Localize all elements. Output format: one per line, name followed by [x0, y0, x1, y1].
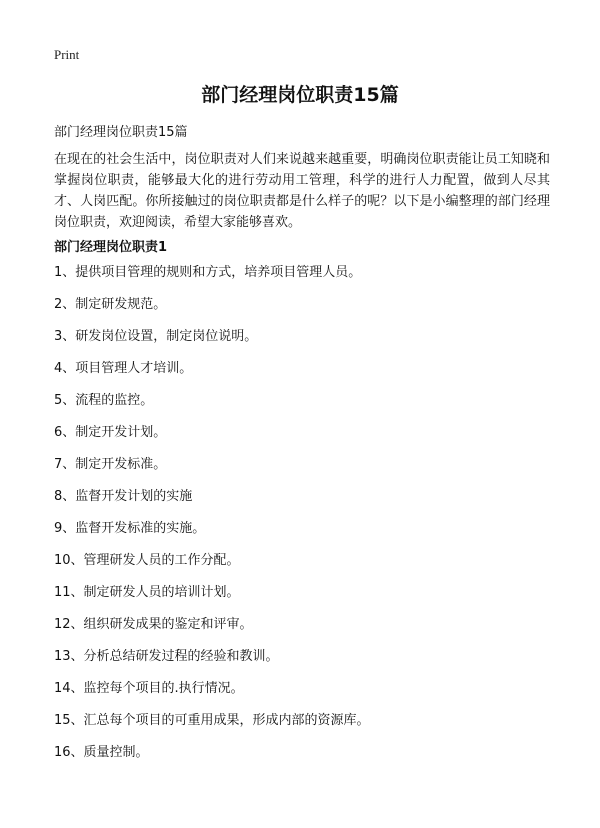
list-item: 6、制定开发计划。 — [54, 425, 167, 440]
list-item: 9、监督开发标准的实施。 — [54, 521, 206, 536]
duty-list — [54, 263, 370, 775]
document-subtitle: 部门经理岗位职责15篇 — [54, 125, 188, 140]
list-item: 8、监督开发计划的实施 — [54, 489, 193, 504]
list-item: 5、流程的监控。 — [54, 393, 154, 408]
list-item: 1、提供项目管理的规则和方式，培养项目管理人员。 — [54, 265, 362, 280]
page-title: 部门经理岗位职责15篇 — [201, 84, 399, 106]
print-link[interactable]: Print — [54, 47, 80, 62]
list-item: 4、项目管理人才培训。 — [54, 361, 193, 376]
list-item: 13、分析总结研发过程的经验和教训。 — [54, 649, 279, 664]
list-item: 10、管理研发人员的工作分配。 — [54, 553, 240, 568]
list-item: 15、汇总每个项目的可重用成果，形成内部的资源库。 — [54, 713, 370, 728]
list-item: 14、监控每个项目的.执行情况。 — [54, 681, 244, 696]
intro-paragraph: 在现在的社会生活中，岗位职责对人们来说越来越重要，明确岗位职责能让员工知晓和掌握岗位职责，能够最大化的进行劳动用工管理，科学的进行人力配置，做到人尽其才、人岗匹配。你所接触过的岗位职责都是什么样子的呢？以下是小编整理的部门经理岗位职责，欢迎阅读，希望大家能够喜欢。 — [54, 152, 550, 230]
list-item: 11、制定研发人员的培训计划。 — [54, 585, 240, 600]
list-item: 16、质量控制。 — [54, 745, 149, 760]
list-item: 3、研发岗位设置，制定岗位说明。 — [54, 329, 258, 344]
section-heading: 部门经理岗位职责1 — [54, 240, 168, 255]
list-item: 7、制定开发标准。 — [54, 457, 167, 472]
list-item: 12、组织研发成果的鉴定和评审。 — [54, 617, 253, 632]
list-item: 2、制定研发规范。 — [54, 297, 167, 312]
